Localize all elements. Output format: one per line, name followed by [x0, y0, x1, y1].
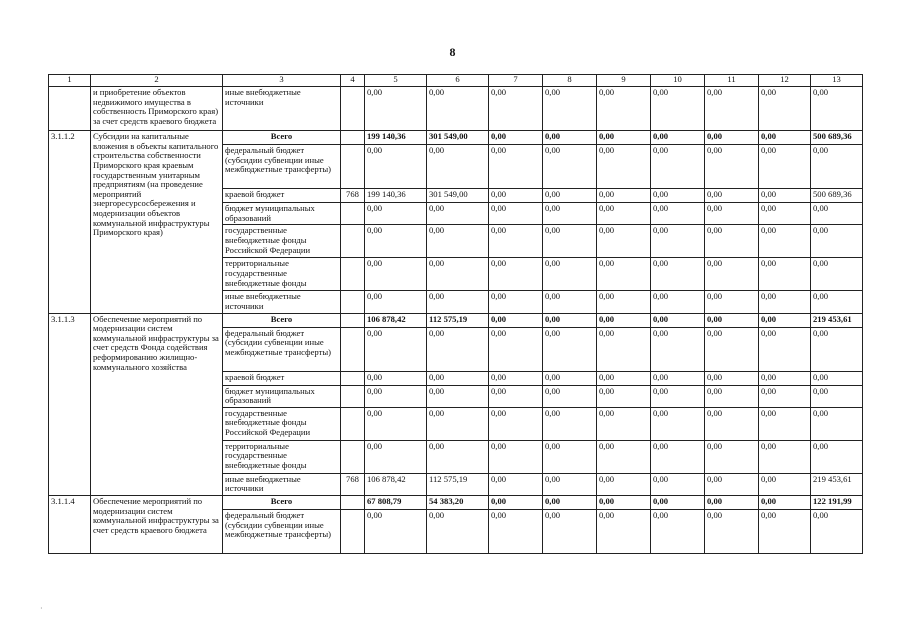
value-cell: 0,00 — [651, 496, 705, 510]
value-cell: 0,00 — [543, 496, 597, 510]
total-label: Всего — [223, 313, 341, 327]
value-cell: 0,00 — [759, 510, 811, 554]
value-cell: 0,00 — [651, 291, 705, 313]
value-cell: 0,00 — [759, 313, 811, 327]
value-cell: 0,00 — [489, 371, 543, 385]
value-cell: 0,00 — [811, 385, 863, 407]
value-cell: 0,00 — [365, 225, 427, 258]
value-cell: 0,00 — [365, 145, 427, 189]
value-cell: 0,00 — [759, 496, 811, 510]
value-cell: 0,00 — [365, 327, 427, 371]
header-cell: 1 — [49, 75, 91, 87]
grbs-cell — [341, 385, 365, 407]
value-cell: 0,00 — [543, 291, 597, 313]
value-cell: 0,00 — [811, 371, 863, 385]
value-cell: 0,00 — [705, 291, 759, 313]
value-cell: 0,00 — [759, 371, 811, 385]
source-cell: бюджет муниципальных образований — [223, 203, 341, 225]
value-cell: 0,00 — [427, 258, 489, 291]
header-cell: 12 — [759, 75, 811, 87]
code-cell: 3.1.1.3 — [49, 313, 91, 496]
value-cell: 67 808,79 — [365, 496, 427, 510]
value-cell: 0,00 — [705, 203, 759, 225]
value-cell: 0,00 — [489, 203, 543, 225]
measure-name: и приобретение объектов недвижимого имущества в собственность Приморского края) за счет средств краевого бюджета — [91, 87, 223, 131]
value-cell: 0,00 — [759, 385, 811, 407]
code-cell: 3.1.1.4 — [49, 496, 91, 554]
value-cell: 0,00 — [543, 510, 597, 554]
value-cell: 199 140,36 — [365, 189, 427, 203]
budget-table — [48, 74, 863, 554]
value-cell: 0,00 — [705, 145, 759, 189]
value-cell: 0,00 — [651, 473, 705, 495]
value-cell: 0,00 — [427, 385, 489, 407]
value-cell: 0,00 — [543, 131, 597, 145]
value-cell: 0,00 — [651, 371, 705, 385]
value-cell: 0,00 — [597, 371, 651, 385]
value-cell: 0,00 — [543, 258, 597, 291]
value-cell: 0,00 — [489, 510, 543, 554]
value-cell: 0,00 — [759, 131, 811, 145]
value-cell: 0,00 — [759, 407, 811, 440]
value-cell: 0,00 — [651, 87, 705, 131]
value-cell: 0,00 — [651, 203, 705, 225]
value-cell: 0,00 — [427, 225, 489, 258]
value-cell: 0,00 — [489, 87, 543, 131]
value-cell: 0,00 — [759, 189, 811, 203]
header-cell: 10 — [651, 75, 705, 87]
value-cell: 54 383,20 — [427, 496, 489, 510]
value-cell: 0,00 — [759, 225, 811, 258]
source-cell: территориальные государственные внебюджетные фонды — [223, 258, 341, 291]
value-cell: 0,00 — [597, 496, 651, 510]
value-cell: 0,00 — [543, 225, 597, 258]
value-cell: 0,00 — [597, 258, 651, 291]
value-cell: 0,00 — [759, 87, 811, 131]
value-cell: 0,00 — [651, 313, 705, 327]
source-cell: федеральный бюджет (субсидии субвенции иные межбюджетные трансферты) — [223, 327, 341, 371]
value-cell: 0,00 — [427, 291, 489, 313]
header-cell: 3 — [223, 75, 341, 87]
value-cell: 0,00 — [489, 496, 543, 510]
value-cell: 0,00 — [705, 225, 759, 258]
value-cell: 0,00 — [365, 87, 427, 131]
source-cell: бюджет муниципальных образований — [223, 385, 341, 407]
value-cell: 0,00 — [811, 291, 863, 313]
value-cell: 0,00 — [759, 258, 811, 291]
value-cell: 0,00 — [811, 203, 863, 225]
value-cell: 0,00 — [651, 189, 705, 203]
grbs-cell — [341, 291, 365, 313]
value-cell: 0,00 — [543, 440, 597, 473]
value-cell: 0,00 — [705, 371, 759, 385]
value-cell: 0,00 — [759, 291, 811, 313]
value-cell: 0,00 — [543, 203, 597, 225]
value-cell: 0,00 — [543, 189, 597, 203]
value-cell: 0,00 — [705, 131, 759, 145]
grbs-cell: 768 — [341, 189, 365, 203]
header-cell: 2 — [91, 75, 223, 87]
grbs-cell — [341, 87, 365, 131]
grbs-cell — [341, 440, 365, 473]
grbs-cell — [341, 510, 365, 554]
value-cell: 0,00 — [365, 258, 427, 291]
source-cell: краевой бюджет — [223, 371, 341, 385]
source-cell: территориальные государственные внебюджетные фонды — [223, 440, 341, 473]
value-cell: 0,00 — [365, 510, 427, 554]
value-cell: 0,00 — [543, 407, 597, 440]
value-cell: 0,00 — [489, 385, 543, 407]
value-cell: 0,00 — [597, 510, 651, 554]
value-cell: 0,00 — [651, 327, 705, 371]
value-cell: 0,00 — [489, 258, 543, 291]
source-cell: краевой бюджет — [223, 189, 341, 203]
value-cell: 0,00 — [811, 510, 863, 554]
value-cell: 0,00 — [489, 407, 543, 440]
value-cell: 106 878,42 — [365, 473, 427, 495]
value-cell: 199 140,36 — [365, 131, 427, 145]
header-cell: 7 — [489, 75, 543, 87]
grbs-cell — [341, 496, 365, 510]
value-cell: 0,00 — [705, 473, 759, 495]
value-cell: 0,00 — [427, 327, 489, 371]
value-cell: 0,00 — [365, 371, 427, 385]
measure-name: Субсидии на капитальные вложения в объекты капитального строительства собственности Приморского края краевым государственным унитарным предприятиям (на проведение мероприятий энергоресурсосбережения и модернизации объектов коммунальной инфраструктуры Приморского края) — [91, 131, 223, 314]
sum-cell: 219 453,61 — [811, 313, 863, 327]
source-cell: государственные внебюджетные фонды Российской Федерации — [223, 225, 341, 258]
value-cell: 0,00 — [597, 203, 651, 225]
grbs-cell — [341, 131, 365, 145]
value-cell: 0,00 — [811, 258, 863, 291]
value-cell: 0,00 — [427, 371, 489, 385]
value-cell: 0,00 — [705, 189, 759, 203]
value-cell: 0,00 — [811, 407, 863, 440]
value-cell: 0,00 — [705, 313, 759, 327]
header-cell: 4 — [341, 75, 365, 87]
sum-cell: 219 453,61 — [811, 473, 863, 495]
value-cell: 0,00 — [651, 385, 705, 407]
grbs-cell — [341, 203, 365, 225]
header-cell: 9 — [597, 75, 651, 87]
value-cell: 0,00 — [543, 313, 597, 327]
total-label: Всего — [223, 496, 341, 510]
value-cell: 0,00 — [651, 440, 705, 473]
value-cell: 0,00 — [543, 385, 597, 407]
value-cell: 0,00 — [651, 225, 705, 258]
value-cell: 0,00 — [365, 291, 427, 313]
value-cell: 0,00 — [759, 327, 811, 371]
page-number: 8 — [449, 45, 456, 59]
total-label: Всего — [223, 131, 341, 145]
value-cell: 0,00 — [597, 145, 651, 189]
value-cell: 0,00 — [705, 385, 759, 407]
table-row-total — [49, 313, 863, 327]
value-cell: 112 575,19 — [427, 473, 489, 495]
value-cell: 0,00 — [365, 203, 427, 225]
value-cell: 0,00 — [427, 510, 489, 554]
value-cell: 0,00 — [651, 131, 705, 145]
grbs-cell — [341, 258, 365, 291]
value-cell: 0,00 — [597, 87, 651, 131]
value-cell: 0,00 — [811, 225, 863, 258]
value-cell: 0,00 — [489, 189, 543, 203]
sum-cell: 500 689,36 — [811, 189, 863, 203]
value-cell: 0,00 — [651, 145, 705, 189]
sum-cell: 122 191,99 — [811, 496, 863, 510]
scan-mark: · — [40, 604, 43, 613]
value-cell: 0,00 — [597, 131, 651, 145]
value-cell: 0,00 — [489, 313, 543, 327]
grbs-cell — [341, 225, 365, 258]
value-cell: 0,00 — [597, 189, 651, 203]
value-cell: 0,00 — [427, 145, 489, 189]
value-cell: 0,00 — [489, 131, 543, 145]
value-cell: 0,00 — [651, 258, 705, 291]
source-cell: федеральный бюджет (субсидии субвенции иные межбюджетные трансферты) — [223, 510, 341, 554]
source-cell: иные внебюджетные источники — [223, 87, 341, 131]
grbs-cell — [341, 313, 365, 327]
value-cell: 0,00 — [759, 145, 811, 189]
value-cell: 0,00 — [597, 473, 651, 495]
value-cell: 0,00 — [597, 225, 651, 258]
header-cell: 13 — [811, 75, 863, 87]
value-cell: 0,00 — [705, 87, 759, 131]
value-cell: 0,00 — [489, 327, 543, 371]
value-cell: 0,00 — [597, 313, 651, 327]
value-cell: 0,00 — [705, 510, 759, 554]
value-cell: 0,00 — [365, 440, 427, 473]
value-cell: 0,00 — [811, 327, 863, 371]
value-cell: 112 575,19 — [427, 313, 489, 327]
sum-cell: 500 689,36 — [811, 131, 863, 145]
grbs-cell: 768 — [341, 473, 365, 495]
header-cell: 11 — [705, 75, 759, 87]
value-cell: 0,00 — [759, 473, 811, 495]
value-cell: 0,00 — [489, 291, 543, 313]
table-row-total — [49, 131, 863, 145]
value-cell: 0,00 — [365, 407, 427, 440]
grbs-cell — [341, 145, 365, 189]
grbs-cell — [341, 407, 365, 440]
value-cell: 0,00 — [597, 327, 651, 371]
header-cell: 5 — [365, 75, 427, 87]
value-cell: 0,00 — [427, 203, 489, 225]
source-cell: иные внебюджетные источники — [223, 473, 341, 495]
value-cell: 0,00 — [705, 440, 759, 473]
value-cell: 0,00 — [759, 440, 811, 473]
table-row-total — [49, 496, 863, 510]
header-cell: 8 — [543, 75, 597, 87]
value-cell: 0,00 — [489, 145, 543, 189]
value-cell: 0,00 — [543, 473, 597, 495]
value-cell: 0,00 — [543, 145, 597, 189]
value-cell: 0,00 — [811, 145, 863, 189]
value-cell: 0,00 — [705, 258, 759, 291]
value-cell: 0,00 — [489, 473, 543, 495]
value-cell: 0,00 — [365, 385, 427, 407]
value-cell: 0,00 — [597, 407, 651, 440]
table-row — [49, 87, 863, 131]
value-cell: 0,00 — [597, 291, 651, 313]
value-cell: 0,00 — [705, 327, 759, 371]
value-cell: 0,00 — [543, 371, 597, 385]
value-cell: 301 549,00 — [427, 189, 489, 203]
value-cell: 0,00 — [489, 440, 543, 473]
value-cell: 0,00 — [705, 407, 759, 440]
value-cell: 0,00 — [427, 440, 489, 473]
value-cell: 0,00 — [759, 203, 811, 225]
source-cell: государственные внебюджетные фонды Российской Федерации — [223, 407, 341, 440]
value-cell: 0,00 — [427, 87, 489, 131]
measure-name: Обеспечение мероприятий по модернизации систем коммунальной инфраструктуры за счет средств краевого бюджета — [91, 496, 223, 554]
value-cell: 0,00 — [651, 407, 705, 440]
value-cell: 0,00 — [543, 87, 597, 131]
source-cell: федеральный бюджет (субсидии субвенции иные межбюджетные трансферты) — [223, 145, 341, 189]
value-cell: 0,00 — [597, 385, 651, 407]
value-cell: 0,00 — [427, 407, 489, 440]
header-cell: 6 — [427, 75, 489, 87]
value-cell: 301 549,00 — [427, 131, 489, 145]
value-cell: 0,00 — [705, 496, 759, 510]
header-row — [49, 75, 863, 87]
value-cell: 0,00 — [811, 87, 863, 131]
value-cell: 0,00 — [489, 225, 543, 258]
code-cell: 3.1.1.2 — [49, 131, 91, 314]
value-cell: 0,00 — [597, 440, 651, 473]
grbs-cell — [341, 327, 365, 371]
grbs-cell — [341, 371, 365, 385]
value-cell: 0,00 — [543, 327, 597, 371]
measure-name: Обеспечение мероприятий по модернизации систем коммунальной инфраструктуры за счет средств Фонда содействия реформированию жилищно-коммунального хозяйства — [91, 313, 223, 496]
value-cell: 0,00 — [651, 510, 705, 554]
value-cell: 0,00 — [811, 440, 863, 473]
code-cell — [49, 87, 91, 131]
value-cell: 106 878,42 — [365, 313, 427, 327]
source-cell: иные внебюджетные источники — [223, 291, 341, 313]
